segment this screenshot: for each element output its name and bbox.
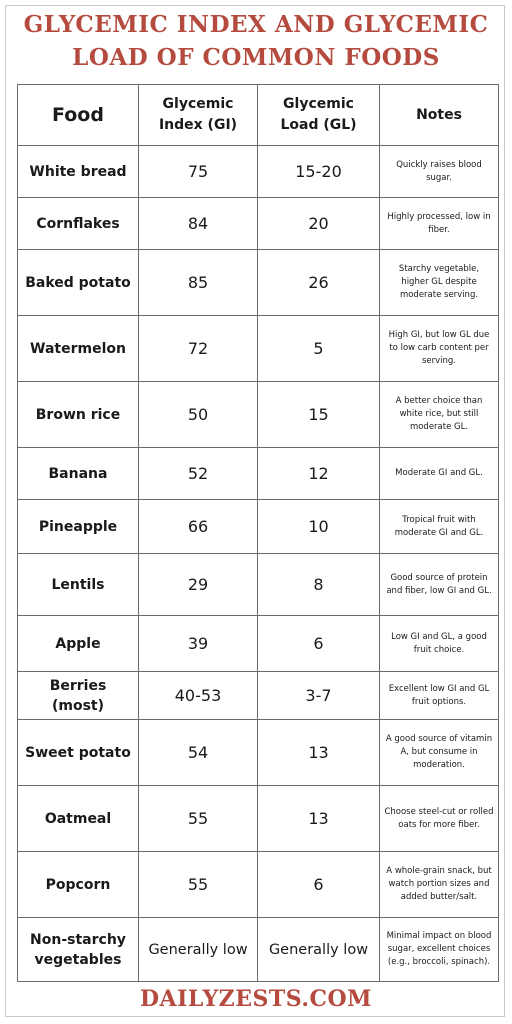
notes-cell: Minimal impact on blood sugar, excellent choices (e.g., broccoli, spinach). — [380, 918, 499, 982]
food-cell: Popcorn — [18, 852, 139, 918]
table-row — [18, 786, 499, 852]
gl-cell: 20 — [258, 198, 380, 250]
gi-cell: 50 — [139, 382, 258, 448]
food-cell: Banana — [18, 448, 139, 500]
gi-cell: 75 — [139, 146, 258, 198]
table-row — [18, 198, 499, 250]
gi-cell: 40-53 — [139, 672, 258, 720]
notes-cell: Moderate GI and GL. — [380, 448, 499, 500]
gl-cell: 8 — [258, 554, 380, 616]
gl-cell: 12 — [258, 448, 380, 500]
notes-cell: A good source of vitamin A, but consume in moderation. — [380, 720, 499, 786]
notes-cell: Good source of protein and fiber, low GI and GL. — [380, 554, 499, 616]
food-cell: Oatmeal — [18, 786, 139, 852]
gi-cell: 84 — [139, 198, 258, 250]
notes-cell: Starchy vegetable, higher GL despite moderate serving. — [380, 250, 499, 316]
gl-cell: 3-7 — [258, 672, 380, 720]
food-cell: Pineapple — [18, 500, 139, 554]
gi-cell: Generally low — [139, 918, 258, 982]
notes-cell: Choose steel-cut or rolled oats for more fiber. — [380, 786, 499, 852]
gl-cell: 13 — [258, 786, 380, 852]
table-row — [18, 672, 499, 720]
gl-cell: 5 — [258, 316, 380, 382]
food-cell: Sweet potato — [18, 720, 139, 786]
gl-cell: 13 — [258, 720, 380, 786]
gl-cell: Generally low — [258, 918, 380, 982]
header-glycemic-load: Glycemic Load (GL) — [258, 85, 380, 146]
gi-cell: 72 — [139, 316, 258, 382]
table-row — [18, 316, 499, 382]
food-cell: Watermelon — [18, 316, 139, 382]
table-row — [18, 146, 499, 198]
gi-cell: 52 — [139, 448, 258, 500]
gi-cell: 29 — [139, 554, 258, 616]
gl-cell: 6 — [258, 852, 380, 918]
food-cell: Apple — [18, 616, 139, 672]
food-cell: Brown rice — [18, 382, 139, 448]
food-cell: Berries (most) — [18, 672, 139, 720]
gi-cell: 39 — [139, 616, 258, 672]
table-row — [18, 720, 499, 786]
title-line-1: GLYCEMIC INDEX AND GLYCEMIC — [23, 11, 489, 38]
gl-cell: 15-20 — [258, 146, 380, 198]
glycemic-table — [17, 84, 499, 982]
title-line-2: LOAD OF COMMON FOODS — [72, 44, 440, 71]
gl-cell: 15 — [258, 382, 380, 448]
notes-cell: Excellent low GI and GL fruit options. — [380, 672, 499, 720]
header-food: Food — [18, 85, 139, 146]
table-row — [18, 448, 499, 500]
table-row — [18, 382, 499, 448]
notes-cell: A whole-grain snack, but watch portion sizes and added butter/salt. — [380, 852, 499, 918]
site-footer: DAILYZESTS.COM — [139, 986, 373, 1012]
table-row — [18, 250, 499, 316]
header-glycemic-index: Glycemic Index (GI) — [139, 85, 258, 146]
gi-cell: 54 — [139, 720, 258, 786]
table-row — [18, 500, 499, 554]
notes-cell: Tropical fruit with moderate GI and GL. — [380, 500, 499, 554]
gi-cell: 66 — [139, 500, 258, 554]
table-row — [18, 616, 499, 672]
notes-cell: Highly processed, low in fiber. — [380, 198, 499, 250]
food-cell: Baked potato — [18, 250, 139, 316]
food-cell: Cornflakes — [18, 198, 139, 250]
notes-cell: Quickly raises blood sugar. — [380, 146, 499, 198]
gi-cell: 55 — [139, 786, 258, 852]
gi-cell: 85 — [139, 250, 258, 316]
header-notes: Notes — [380, 85, 499, 146]
notes-cell: A better choice than white rice, but still moderate GL. — [380, 382, 499, 448]
food-cell: Lentils — [18, 554, 139, 616]
table-row — [18, 918, 499, 982]
gl-cell: 6 — [258, 616, 380, 672]
table-row — [18, 852, 499, 918]
page-title — [0, 8, 512, 74]
notes-cell: Low GI and GL, a good fruit choice. — [380, 616, 499, 672]
notes-cell: High GI, but low GL due to low carb content per serving. — [380, 316, 499, 382]
food-cell: White bread — [18, 146, 139, 198]
gl-cell: 26 — [258, 250, 380, 316]
gl-cell: 10 — [258, 500, 380, 554]
gi-cell: 55 — [139, 852, 258, 918]
table-header-row — [18, 85, 499, 146]
table-row — [18, 554, 499, 616]
food-cell: Non-starchy vegetables — [18, 918, 139, 982]
